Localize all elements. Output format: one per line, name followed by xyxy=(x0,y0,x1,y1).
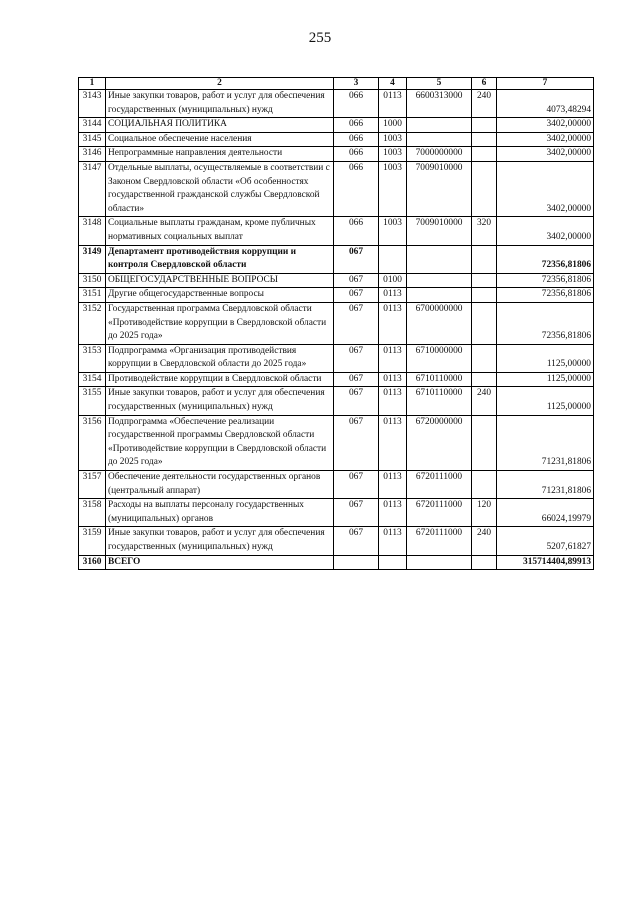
target-article-cell: 6710110000 xyxy=(407,372,472,387)
row-number-cell: 3150 xyxy=(79,273,106,288)
department-code-cell: 067 xyxy=(334,288,379,303)
table-row xyxy=(79,499,594,527)
target-article-cell: 7000000000 xyxy=(407,147,472,162)
header-cell: 3 xyxy=(334,78,379,90)
department-code-cell: 066 xyxy=(334,161,379,216)
item-name-cell: Отдельные выплаты, осуществляемые в соответствии с Законом Свердловской области «Об особенностях государственной гражданской службы Свердловской области» xyxy=(106,161,334,216)
target-article-cell: 6720111000 xyxy=(407,471,472,499)
amount-cell: 72356,81806 xyxy=(497,288,594,303)
section-code-cell: 0113 xyxy=(379,471,407,499)
row-number-cell: 3145 xyxy=(79,132,106,147)
department-code-cell: 066 xyxy=(334,147,379,162)
table-row xyxy=(79,132,594,147)
table-row xyxy=(79,118,594,133)
header-cell: 1 xyxy=(79,78,106,90)
department-code-cell: 067 xyxy=(334,527,379,555)
department-code-cell: 067 xyxy=(334,273,379,288)
expense-type-cell: 240 xyxy=(472,527,497,555)
item-name-cell: Иные закупки товаров, работ и услуг для обеспечения государственных (муниципальных) нужд xyxy=(106,387,334,415)
amount-cell: 3402,00000 xyxy=(497,132,594,147)
item-name-cell: Государственная программа Свердловской области «Противодействие коррупции в Свердловской области до 2025 года» xyxy=(106,302,334,344)
header-cell: 4 xyxy=(379,78,407,90)
row-number-cell: 3152 xyxy=(79,302,106,344)
section-code-cell: 1000 xyxy=(379,118,407,133)
table-row xyxy=(79,527,594,555)
section-code-cell: 1003 xyxy=(379,132,407,147)
amount-cell: 1125,00000 xyxy=(497,372,594,387)
target-article-cell: 7009010000 xyxy=(407,217,472,245)
section-code-cell xyxy=(379,245,407,273)
target-article-cell xyxy=(407,245,472,273)
item-name-cell: Подпрограмма «Обеспечение реализации государственной программы Свердловской области «Противодействие коррупции в Свердловской области до 2025 года» xyxy=(106,415,334,470)
table-row xyxy=(79,161,594,216)
table-row xyxy=(79,302,594,344)
target-article-cell: 6600313000 xyxy=(407,90,472,118)
target-article-cell xyxy=(407,132,472,147)
item-name-cell: СОЦИАЛЬНАЯ ПОЛИТИКА xyxy=(106,118,334,133)
table-row xyxy=(79,415,594,470)
expense-type-cell: 240 xyxy=(472,387,497,415)
table-body xyxy=(79,90,594,570)
amount-cell: 72356,81806 xyxy=(497,302,594,344)
expense-type-cell xyxy=(472,132,497,147)
target-article-cell xyxy=(407,273,472,288)
table-row xyxy=(79,147,594,162)
section-code-cell: 0113 xyxy=(379,302,407,344)
item-name-cell: Расходы на выплаты персоналу государственных (муниципальных) органов xyxy=(106,499,334,527)
amount-cell: 5207,61827 xyxy=(497,527,594,555)
amount-cell: 4073,48294 xyxy=(497,90,594,118)
item-name-cell: Иные закупки товаров, работ и услуг для обеспечения государственных (муниципальных) нужд xyxy=(106,90,334,118)
row-number-cell: 3149 xyxy=(79,245,106,273)
target-article-cell: 6710000000 xyxy=(407,344,472,372)
department-code-cell: 067 xyxy=(334,415,379,470)
department-code-cell xyxy=(334,555,379,570)
department-code-cell: 067 xyxy=(334,372,379,387)
section-code-cell: 1003 xyxy=(379,147,407,162)
expense-type-cell: 240 xyxy=(472,90,497,118)
department-code-cell: 066 xyxy=(334,90,379,118)
section-code-cell xyxy=(379,555,407,570)
item-name-cell: Социальное обеспечение населения xyxy=(106,132,334,147)
target-article-cell: 6720000000 xyxy=(407,415,472,470)
item-name-cell: Департамент противодействия коррупции и контроля Свердловской области xyxy=(106,245,334,273)
target-article-cell: 6710110000 xyxy=(407,387,472,415)
amount-cell: 3402,00000 xyxy=(497,147,594,162)
section-code-cell: 0113 xyxy=(379,372,407,387)
row-number-cell: 3155 xyxy=(79,387,106,415)
expense-type-cell: 120 xyxy=(472,499,497,527)
table-row xyxy=(79,372,594,387)
item-name-cell: Обеспечение деятельности государственных органов (центральный аппарат) xyxy=(106,471,334,499)
expense-type-cell xyxy=(472,471,497,499)
expense-type-cell xyxy=(472,302,497,344)
item-name-cell: Непрограммные направления деятельности xyxy=(106,147,334,162)
department-code-cell: 066 xyxy=(334,118,379,133)
expense-type-cell xyxy=(472,372,497,387)
department-code-cell: 066 xyxy=(334,217,379,245)
row-number-cell: 3154 xyxy=(79,372,106,387)
header-cell: 6 xyxy=(472,78,497,90)
row-number-cell: 3146 xyxy=(79,147,106,162)
amount-cell: 71231,81806 xyxy=(497,415,594,470)
expense-type-cell xyxy=(472,273,497,288)
department-code-cell: 067 xyxy=(334,387,379,415)
row-number-cell: 3156 xyxy=(79,415,106,470)
expense-type-cell xyxy=(472,147,497,162)
target-article-cell: 6720111000 xyxy=(407,499,472,527)
header-cell: 2 xyxy=(106,78,334,90)
amount-cell: 3402,00000 xyxy=(497,118,594,133)
target-article-cell xyxy=(407,555,472,570)
amount-cell: 72356,81806 xyxy=(497,273,594,288)
row-number-cell: 3157 xyxy=(79,471,106,499)
item-name-cell: ВСЕГО xyxy=(106,555,334,570)
department-code-cell: 066 xyxy=(334,132,379,147)
expense-type-cell xyxy=(472,415,497,470)
item-name-cell: ОБЩЕГОСУДАРСТВЕННЫЕ ВОПРОСЫ xyxy=(106,273,334,288)
amount-cell: 3402,00000 xyxy=(497,217,594,245)
item-name-cell: Социальные выплаты гражданам, кроме публичных нормативных социальных выплат xyxy=(106,217,334,245)
table-row xyxy=(79,90,594,118)
amount-cell: 1125,00000 xyxy=(497,387,594,415)
amount-cell: 315714404,89913 xyxy=(497,555,594,570)
table-row xyxy=(79,555,594,570)
table-row xyxy=(79,471,594,499)
table-row xyxy=(79,273,594,288)
expense-type-cell: 320 xyxy=(472,217,497,245)
row-number-cell: 3143 xyxy=(79,90,106,118)
table-row xyxy=(79,288,594,303)
section-code-cell: 0113 xyxy=(379,499,407,527)
section-code-cell: 0113 xyxy=(379,344,407,372)
expense-type-cell xyxy=(472,344,497,372)
target-article-cell xyxy=(407,288,472,303)
item-name-cell: Иные закупки товаров, работ и услуг для обеспечения государственных (муниципальных) нужд xyxy=(106,527,334,555)
item-name-cell: Подпрограмма «Организация противодействия коррупции в Свердловской области до 2025 года» xyxy=(106,344,334,372)
amount-cell: 1125,00000 xyxy=(497,344,594,372)
department-code-cell: 067 xyxy=(334,499,379,527)
target-article-cell: 6700000000 xyxy=(407,302,472,344)
row-number-cell: 3144 xyxy=(79,118,106,133)
section-code-cell: 1003 xyxy=(379,161,407,216)
expense-type-cell xyxy=(472,555,497,570)
section-code-cell: 0100 xyxy=(379,273,407,288)
department-code-cell: 067 xyxy=(334,245,379,273)
section-code-cell: 0113 xyxy=(379,288,407,303)
section-code-cell: 0113 xyxy=(379,527,407,555)
amount-cell: 72356,81806 xyxy=(497,245,594,273)
section-code-cell: 1003 xyxy=(379,217,407,245)
target-article-cell: 7009010000 xyxy=(407,161,472,216)
row-number-cell: 3147 xyxy=(79,161,106,216)
table-row xyxy=(79,344,594,372)
expense-type-cell xyxy=(472,161,497,216)
department-code-cell: 067 xyxy=(334,344,379,372)
page-number: 255 xyxy=(308,30,332,46)
section-code-cell: 0113 xyxy=(379,387,407,415)
row-number-cell: 3148 xyxy=(79,217,106,245)
amount-cell: 66024,19979 xyxy=(497,499,594,527)
table-row xyxy=(79,217,594,245)
table-header-row xyxy=(79,78,594,90)
section-code-cell: 0113 xyxy=(379,415,407,470)
header-cell: 7 xyxy=(497,78,594,90)
item-name-cell: Другие общегосударственные вопросы xyxy=(106,288,334,303)
amount-cell: 71231,81806 xyxy=(497,471,594,499)
header-cell: 5 xyxy=(407,78,472,90)
department-code-cell: 067 xyxy=(334,302,379,344)
table-row xyxy=(79,387,594,415)
row-number-cell: 3153 xyxy=(79,344,106,372)
row-number-cell: 3151 xyxy=(79,288,106,303)
table-row xyxy=(79,245,594,273)
target-article-cell xyxy=(407,118,472,133)
expense-type-cell xyxy=(472,118,497,133)
department-code-cell: 067 xyxy=(334,471,379,499)
amount-cell: 3402,00000 xyxy=(497,161,594,216)
row-number-cell: 3160 xyxy=(79,555,106,570)
row-number-cell: 3158 xyxy=(79,499,106,527)
row-number-cell: 3159 xyxy=(79,527,106,555)
target-article-cell: 6720111000 xyxy=(407,527,472,555)
expense-type-cell xyxy=(472,288,497,303)
budget-table xyxy=(78,77,594,570)
section-code-cell: 0113 xyxy=(379,90,407,118)
item-name-cell: Противодействие коррупции в Свердловской области xyxy=(106,372,334,387)
expense-type-cell xyxy=(472,245,497,273)
